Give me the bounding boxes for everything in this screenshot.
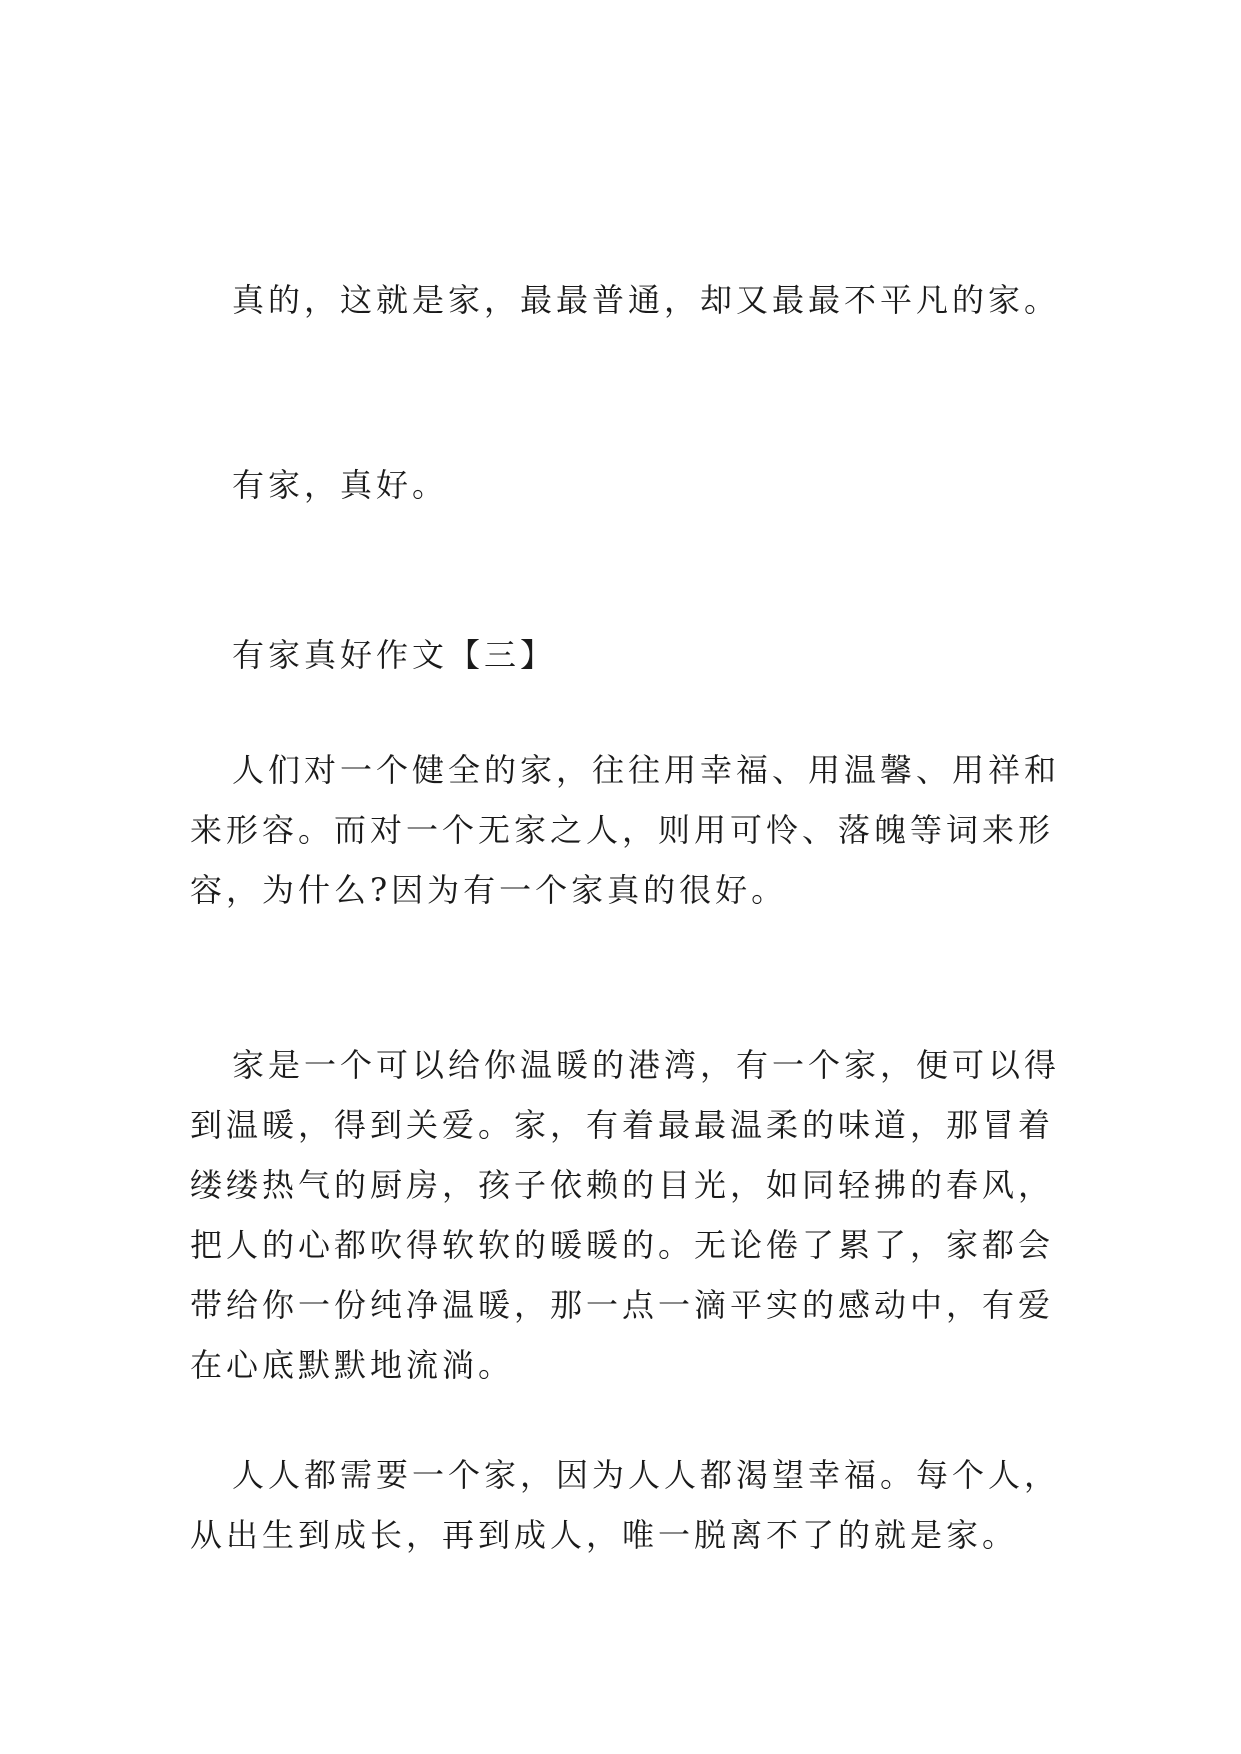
paragraph-closing-line: 真的，这就是家，最最普通，却又最最不平凡的家。 bbox=[232, 281, 1061, 319]
paragraph-good-to-have-home: 有家，真好。 bbox=[232, 466, 449, 504]
paragraph-everyone-needs-home: 人人都需要一个家，因为人人都渴望幸福。每个人，从出生到成长，再到成人，唯一脱离不了的就是家。 bbox=[190, 1456, 1061, 1554]
paragraph-intro: 人们对一个健全的家，往往用幸福、用温馨、用祥和来形容。而对一个无家之人，则用可怜、落魄等词来形容，为什么?因为有一个家真的很好。 bbox=[190, 751, 1061, 909]
paragraph-warm-harbor: 家是一个可以给你温暖的港湾，有一个家，便可以得到温暖，得到关爱。家，有着最最温柔的味道，那冒着缕缕热气的厨房，孩子依赖的目光，如同轻拂的春风，把人的心都吹得软软的暖暖的。无论倦了累了，家都会带给你一份纯净温暖，那一点一滴平实的感动中，有爱在心底默默地流淌。 bbox=[190, 1046, 1061, 1384]
section-heading: 有家真好作文【三】 bbox=[232, 636, 557, 674]
